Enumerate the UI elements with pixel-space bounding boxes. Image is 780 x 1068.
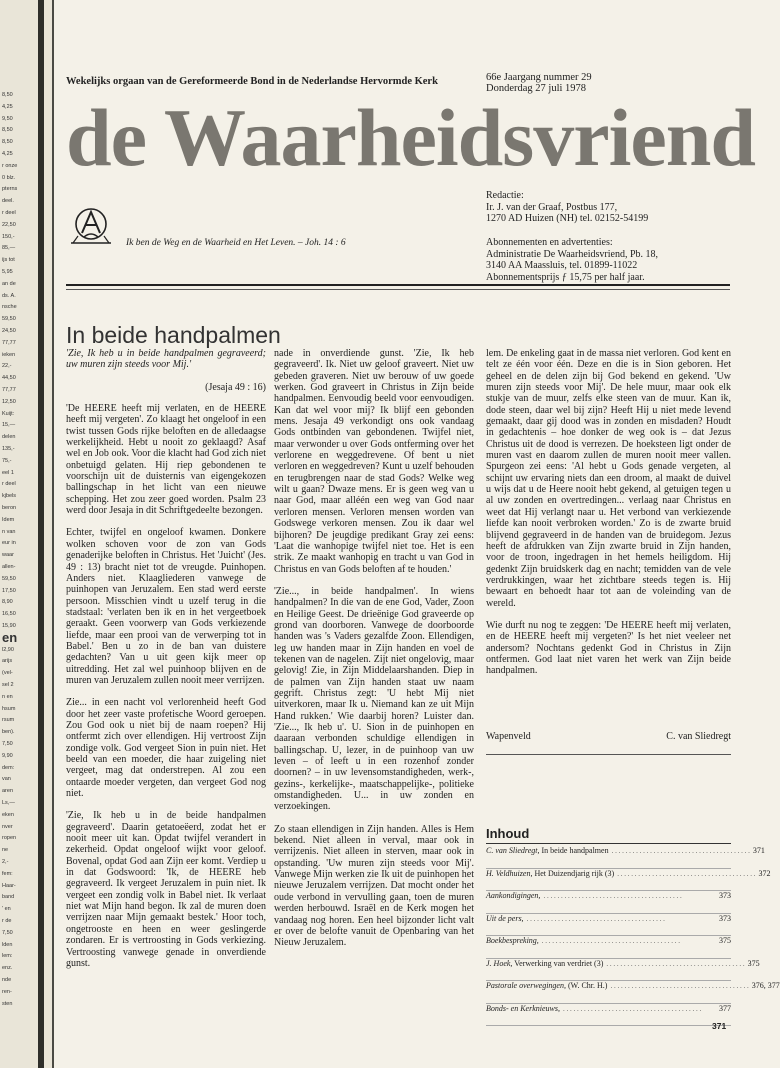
binding-fragment: ren- (2, 988, 12, 995)
editorial-info (486, 190, 731, 225)
article-column-3 (486, 348, 731, 708)
binding-fragment: rsum (2, 717, 15, 724)
toc-page: 375 (719, 936, 731, 945)
binding-fragment: Kuijt: (2, 410, 15, 417)
binding-fragment: 2,- (2, 859, 9, 865)
motto-reference: (Jesaja 49 : 16) (205, 381, 266, 393)
binding-fragment: 24,50 (2, 328, 16, 334)
binding-fragment: 15,90 (2, 623, 16, 629)
toc-entry-title: Verwerking van verdriet (3) (512, 958, 604, 968)
binding-fragment: r de (2, 918, 12, 924)
toc-label (486, 846, 609, 855)
paragraph: 'De HEERE heeft mij verlaten, en de HEERE heeft mij vergeten'. Zo klaagt het ongeloof in een twist tussen Gods rijke beloften en de alledaagse werkelijkheid. Hebt u nooit zo geklaagd? Asaf wel en Job ook. Voor die klacht had God zich niet onbetuigd gelaten. Hij riep gebondenen te voorschijn uit de duisternis van eigengekozen ballingschap in het licht van een nieuwe schepping. Het zou zeer goed worden. Psalm 23 werd door Jesaja in dit Schriftgedeelte bezongen. (66, 403, 266, 517)
organ-line: Wekelijks orgaan van de Gereformeerde Bond in de Nederlandse Hervormde Kerk (66, 76, 438, 87)
toc-author: Aankondigingen, (486, 891, 541, 900)
toc-title: Inhoud (486, 826, 530, 841)
toc-leader: . . . . . . . . . . . . . . . . . . . . . . . . . . . . . . . . . . . . . . . . (563, 1004, 702, 1013)
toc-row (486, 868, 771, 892)
article-column-2 (274, 348, 474, 988)
toc-leader: . . . . . . . . . . . . . . . . . . . . . . . . . . . . . . . . . . . . . . . . (543, 892, 682, 900)
toc-leader: . . . . . . . . . . . . . . . . . . . . . . . . . . . . . . . . . . . . . . . . (610, 982, 749, 990)
binding-fragment: 17,50 (2, 587, 16, 594)
binding-fragment: eel 1 (2, 469, 14, 476)
editorial-line1: Ir. J. van der Graaf, Postbus 177, (486, 201, 618, 213)
binding-fragment: 4,25 (2, 151, 13, 157)
toc-row (486, 891, 731, 914)
binding-edge (38, 0, 44, 1068)
toc-rule (486, 843, 731, 844)
toc-leader: . . . . . . . . . . . . . . . . . . . . . . . . . . . . . . . . . . . . . . . . (526, 914, 665, 923)
tagline: Ik ben de Weg en de Waarheid en Het Leven. – Joh. 14 : 6 (126, 238, 346, 248)
binding-fragment: 7,50 (2, 929, 13, 936)
signature-author: C. van Sliedregt (666, 731, 731, 742)
subscription-line2: 3140 AA Maassluis, tel. 01899-11022 (486, 260, 638, 271)
page-number: 371 (712, 1021, 727, 1031)
binding-fragment: 4,25 (2, 103, 13, 110)
issue-date: Donderdag 27 juli 1978 (486, 83, 587, 94)
binding-fragment: aren (2, 788, 14, 795)
binding-fragment: sel 2 (2, 682, 14, 688)
toc-row (486, 1004, 731, 1027)
binding-fragment: waar (2, 552, 14, 559)
toc-author: H. Veldhuizen, (486, 868, 533, 878)
signature-place: Wapenveld (486, 731, 531, 742)
toc-row (486, 981, 780, 1004)
binding-fragment: l2,90 (2, 646, 14, 653)
binding-fragment: 16,50 (2, 611, 16, 618)
paragraph: Zo staan ellendigen in Zijn handen. Alles is Hem bekend. Niet alleen in verval, maar ook in verrijzenis. Niet alleen in sterven, maar ook in opstanding. 'Uw muren zijn steeds voor Mij'. Vanwege Mijn werken zie Ik uit de puinhopen het nieuwe Jeruzalem verrijzen. Dat mocht onder het oude verbond in vervulling gaan, toen de muren werden herbouwd. Israël en de Kerk mogen het vandaag nog horen. Een heel bijzonder licht valt er over de belofte vanuit de Openbaring van het Nieuw Jeruzalem. (274, 823, 474, 949)
toc-author: Uit de pers, (486, 913, 524, 923)
toc-label (486, 959, 603, 968)
binding-fragment: 77,77 (2, 387, 16, 393)
subscription-label: Abonnementen en advertenties: (486, 237, 613, 248)
binding-fragment: 75,- (2, 457, 12, 464)
binding-fragment: 12,50 (2, 398, 16, 405)
binding-fragment: 8,90 (2, 599, 13, 606)
toc-page: 375 (747, 958, 760, 968)
paragraph: nade in onverdiende gunst. 'Zie, Ik heb gegraveerd'. Ik. Niet uw geloof graveert. Niet uw gebeden graveren. Niet uw berouw of uw goede werken. God graveert in Christus in Zijn beide handpalmen. Eenvoudig beeld voor eenvoudigen. Kan dat wel voor mij? Ik blijf een gebonden mens. Jesaja 49 verkondigt ons ook vandaag Gods ontbinden van gebondenen. Twijfel niet, maar verwonder u over Gods ontferming over het verlorene en weggedrevene. Of bent u niet verloren en weggedreven? Kunt u uzelf behouden en terugbrengen naar de stad Gods? Welke weg wilt u gaan? Dwaze mens. Er is geen weg van u naar God, maar alléén een weg van God naar verloren mensen. Verloren mensen worden van Godswege verkoren mensen. Zou ik daar wel bijhoren? De jeugdige predikant Gray zei eens: 'Laat die wanhopige twijfel niet toe. Het is een strik. Ze maakt wanhopig en tracht u van God in Christus en van Gods beloften af te houden.' (274, 348, 474, 575)
binding-fragment: 8,50 (2, 139, 13, 146)
subscription-line3: Abonnementsprijs ƒ 15,75 per half jaar. (486, 271, 645, 283)
binding-fragment: nsche (2, 304, 17, 311)
toc-author: Bonds- en Kerknieuws, (486, 1003, 560, 1013)
binding-fragment: ds. A. (2, 292, 16, 299)
toc-author: Boekbespreking, (486, 936, 539, 945)
toc-label (486, 1004, 560, 1013)
toc-leader: . . . . . . . . . . . . . . . . . . . . . . . . . . . . . . . . . . . . . . . . (541, 937, 681, 945)
toc-page: 372 (758, 868, 771, 878)
binding-fragment: (vel- (2, 670, 13, 677)
article-motto: 'Zie, Ik heb u in beide handpalmen gegraveerd; uw muren zijn steeds voor Mij.' (66, 348, 266, 371)
toc-author: J. Hoek, (486, 958, 513, 968)
binding-fragment: 9,50 (2, 115, 13, 122)
binding-fragment: 8,50 (2, 127, 13, 134)
binding-strip (0, 0, 54, 1068)
binding-fragment: r deel (2, 481, 16, 488)
binding-fragment: nde (2, 977, 12, 983)
binding-fragment: 5,95 (2, 269, 13, 275)
toc-leader: . . . . . . . . . . . . . . . . . . . . . . . . . . . . . . . . . . . . . . . . (606, 959, 745, 968)
binding-fragment: dem: (2, 764, 15, 771)
toc-label (486, 869, 614, 878)
binding-fragment: n en (2, 693, 13, 700)
binding-fragment: nver (2, 823, 13, 830)
paragraph: 'Zie, Ik heb u in de beide handpalmen gegraveerd'. Daarin getatoeëerd, zodat het er nooit meer uit kan. Opdat twijfel verandert in zekerheid. Opdat ongeloof wijkt voor geloof. Bovenal, opdat God aan Zijn eer komt. Verdiep u in dat Godswoord: 'Ik, de HEERE heb gegraveerd. Ik vergeet Jeruzalem in puin niet. Ik vergeet een zondig volk in Babel niet. Ik verlaat niet wat Mijn hand begon. Ik zal de muren doen verrijzen naar Mijn gemaakt bestek.' Hoor toch, ongetrooste en heen en weer geslingerde zondaren. Er is vertroosting in Gods verkiezing. Vertroosting vanwege genade in onverdiende gunst. (66, 810, 266, 969)
binding-fragment: 44,50 (2, 375, 16, 382)
toc-row (486, 914, 731, 937)
binding-fragment: 7,50 (2, 741, 13, 747)
binding-fragment: 150,- (2, 233, 15, 240)
issue-number: 66e Jaargang nummer 29 (486, 72, 592, 83)
toc-entry-title: (W. Chr. H.) (565, 981, 608, 990)
header-rule-thin (66, 289, 730, 290)
binding-fragment: n van (2, 528, 16, 535)
binding-fragment: 22,- (2, 363, 12, 370)
binding-fragment: enz. (2, 965, 13, 972)
toc-entry-title: In beide handpalmen (539, 846, 609, 855)
toc-leader: . . . . . . . . . . . . . . . . . . . . . . . . . . . . . . . . . . . . . . . . (611, 847, 750, 855)
paragraph: 'Zie..., in beide handpalmen'. In wiens handpalmen? In die van de ene God, Vader, Zoon en Heilige Geest. De drieënige God graveerde op grond van doorboren. Vanwege de doorboorde handen was 's Vaders gezalfde Zoon. Ellendigen, leg uw handen maar in Zijn handen en voel de tekenen van de nagelen. Zijt niet ongelovig, maar gelovig! Zie, in Zijn Middelaarshanden. Diep in de palmen van Zijn handen staat uw naam gegrift. Christus zegt: 'U hebt Mij niet uitverkoren, maar Ik u. Niemand kan ze uit Mijn Hand rukken.' Wie daarbij horen? Luister dan. 'Zie..., Ik heb u'. U. Sion in de puinhopen en daaraan verbonden schuldige ellendigen in ballingschap. U, lezer, in de puinhoop van uw leven – of leeft u in een rozenhof zonder doornen? – in uw levensomstandigheden, werk-, gezins-, kerkelijke-, maatschappelijke-, politieke omstandigheden. U... in uw zonden en verzoekingen. (274, 585, 474, 813)
binding-fragment: r deel (2, 210, 16, 216)
masthead: de Waarheidsvriend (66, 92, 755, 183)
binding-fragment: 9,90 (2, 752, 13, 759)
toc-label (486, 891, 540, 900)
signature-rule (486, 754, 731, 755)
binding-fragment: 22,50 (2, 221, 16, 228)
article-column-1 (66, 348, 266, 988)
toc-author: Pastorale overwegingen, (486, 981, 566, 990)
toc-leader: . . . . . . . . . . . . . . . . . . . . . . . . . . . . . . . . . . . . . . . . (617, 869, 756, 878)
alpha-omega-logo-icon (68, 203, 114, 249)
binding-fragment: lden (2, 941, 13, 948)
binding-fragment: 77,77 (2, 339, 16, 346)
binding-fragment: deel. (2, 198, 14, 205)
binding-fragment: pterns (2, 186, 18, 193)
binding-fragment: ieken (2, 351, 16, 358)
binding-fragment: arijs (2, 658, 13, 665)
binding-fragment: 59,50 (2, 575, 16, 582)
binding-fragment: lem: (2, 953, 13, 960)
subscription-info (486, 237, 731, 283)
binding-fragment: ne (2, 847, 9, 854)
binding-fragment: 0 blz. (2, 174, 16, 181)
paragraph: Echter, twijfel en ongeloof kwamen. Donkere wolken schoven voor de zon van Gods genaderijke beloften in Christus. Het 'Juicht' (Jes. 49 : 13) bracht niet tot de vreugde. Puinhopen. Anders niet. Klaagliederen vanwege de puinhopen van Jeruzalem. Een stad werd eerste persoon. Misschien vindt u uzelf terug in die stadstaal: 'verlaten ben ik en in het vergeetboek geraakt. Geen voorwerp van Gods verkiezende liefde, maar een prooi van de verwerping tot in Babel.' Ben u zo in de ban van duistere gedachten? Van u uit geen kijk meer op uitredding. Het zal wel puinhoop blijven en de muren van Jeruzalem zullen nooit meer verrijzen. (66, 527, 266, 686)
binding-fragment: eken (2, 811, 14, 818)
table-of-contents (486, 846, 780, 1026)
binding-fragment: allen- (2, 564, 16, 570)
newspaper-page (52, 0, 780, 1068)
toc-page: 376, 377 (751, 981, 780, 990)
toc-page: 373 (719, 891, 731, 900)
toc-row (486, 958, 760, 982)
toc-row (486, 936, 731, 959)
binding-fragment: ben). (2, 729, 15, 736)
binding-fragment: Ls,— (2, 800, 15, 806)
article-title: In beide handpalmen (66, 322, 281, 348)
paragraph: lem. De enkeling gaat in de massa niet verloren. God kent en telt ze één voor één. Deze en die is in Sion geboren. Het geheel en de delen zijn bij God bekend en gekend. 'Uw muren zijn steeds voor Mij'. De hele muur, maar ook elk stukje van de muur, zelfs elke steen van de muur. Kan ik, dode steen, daar wel bij zijn? Heeft Hij u niet mede levend gemaakt, daar gij dood was in zonden en misdaden? Houdt in gedachtenis – hoe donker de weg ook is – dat Jezus Christus uit de dood is verrezen. De hoeksteen ligt onder de muren vast en daarom zullen de muren nooit meer vallen. Spurgeon zei eens: 'Al hebt u Gods genade vergeten, al schijnt uw ervaring niets dan een droom, al maakt de duivel u wijs dat u de Heere nooit hebt gekend, al getuigen tegen u al uw zonden en overtredingen... verlaag naar Christus en weet dat Hij verlangt naar u. Het verbond van verkiezende liefde kan nooit verbroken worden.' Zo is de zwarte bruid blijvend gegraveerd in de handen van de bruidegom. Jezus heeft de afdrukken van Zijn zwarte bruid in Zijn handen, voor de troon, ingedragen in het hemels heiligdom. Hij gedenkt Zijn bruidskerk dag en nacht; temidden van de vele verdrukkingen, waar het zichtbare steeds tegen is. Hij bewaart en behoedt haar tot aan de voleinding van de wereld. (486, 348, 731, 609)
toc-row (486, 846, 765, 869)
toc-author: C. van Sliedregt, (486, 846, 540, 855)
toc-page: 377 (719, 1003, 731, 1013)
toc-page: 371 (752, 846, 765, 855)
toc-entry-title: Het Duizendjarig rijk (3) (532, 868, 615, 878)
toc-label (486, 981, 607, 990)
binding-fragment: ropen (2, 835, 17, 842)
binding-fragment: band (2, 894, 15, 901)
editorial-line2: 1270 AD Huizen (NH) tel. 02152-54199 (486, 213, 649, 224)
binding-fragment: ' en (2, 906, 11, 913)
subscription-line1: Administratie De Waarheidsvriend, Pb. 18, (486, 248, 659, 260)
binding-fragment: r onze (2, 162, 18, 169)
binding-fragment: an de (2, 280, 16, 287)
toc-label (486, 936, 539, 945)
binding-fragment: 85,— (2, 245, 16, 252)
binding-fragment: Haar- (2, 882, 16, 889)
header-rule (66, 284, 730, 286)
binding-fragment: fem: (2, 870, 13, 877)
toc-page: 373 (719, 913, 731, 923)
binding-fragment: beron (2, 505, 17, 511)
binding-fragment: 59,50 (2, 316, 16, 323)
binding-fragment: 8,50 (2, 92, 13, 98)
editorial-label: Redactie: (486, 190, 524, 201)
paragraph: Wie durft nu nog te zeggen: 'De HEERE heeft mij verlaten, en de HEERE heeft mij vergeten?' Is het niet veeleer net andersom? Nochtans gedenkt God in Christus in Zijn ontfermen. God laat niet varen het werk van Zijn beide handpalmen. (486, 619, 731, 677)
paragraph: Zie... in een nacht vol verlorenheid heeft God door het zeer vaste profetische Woord geroepen. Zou God ook u niet bij de naam roepen? Hij ontfermt zich over ellendigen. Hij vertroost Zijn zondige volk. God vergeet Sion in puin niet. Het beeld van een moeder, die haar zuigeling niet vergeet, mag dat onderstrepen. Al zou een ontaarde moeder vergeten, dan vergeet God nog niet. (66, 697, 266, 800)
binding-fragment: ijs tot (2, 257, 15, 264)
binding-fragment: eur in (2, 540, 16, 547)
binding-fragment: sten (2, 1000, 13, 1007)
binding-fragment: kjbels (2, 493, 17, 500)
toc-label (486, 914, 524, 923)
binding-fragment: 15,— (2, 422, 16, 429)
binding-fragment: delen (2, 434, 16, 441)
binding-fragment: en (2, 629, 18, 645)
binding-fragment: Idem (2, 516, 15, 523)
article-signature (486, 731, 731, 742)
binding-fragment: 135,- (2, 446, 15, 452)
binding-fragment: hsum (2, 705, 16, 712)
binding-fragment: van (2, 776, 11, 783)
